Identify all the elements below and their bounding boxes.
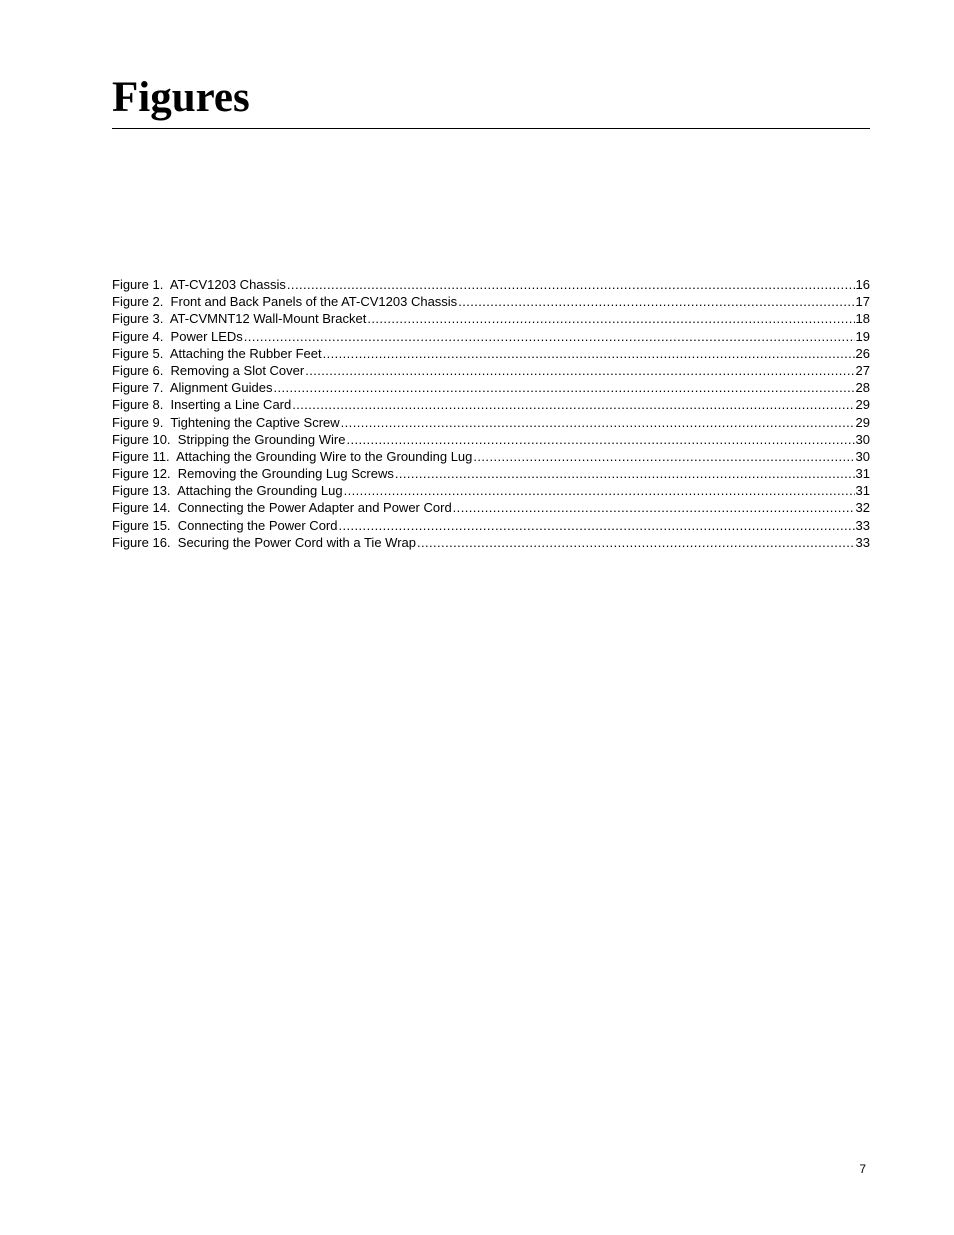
figure-number: Figure 10. (112, 431, 171, 447)
toc-entry-figure-16[interactable] (112, 534, 870, 551)
toc-entry-figure-3[interactable] (112, 310, 870, 327)
figure-title: Connecting the Power Adapter and Power Cord (177, 500, 452, 516)
toc-entry-label (112, 465, 394, 482)
toc-entry-figure-1[interactable] (112, 276, 870, 293)
figure-page-number: 26 (855, 345, 870, 361)
figure-number: Figure 4. (112, 328, 164, 344)
dot-leader (305, 362, 854, 379)
dot-leader (338, 517, 854, 534)
figure-title: Attaching the Rubber Feet (169, 345, 322, 361)
toc-entry-figure-15[interactable] (112, 517, 870, 534)
figure-number: Figure 6. (112, 362, 164, 378)
dot-leader (458, 293, 854, 310)
figure-page-number: 31 (855, 483, 870, 499)
toc-entry-figure-13[interactable] (112, 482, 870, 499)
figure-number: Figure 15. (112, 517, 171, 533)
toc-entry-figure-14[interactable] (112, 499, 870, 516)
toc-entry-label (112, 328, 243, 345)
toc-entry-figure-11[interactable] (112, 448, 870, 465)
figure-number: Figure 3. (112, 311, 164, 327)
list-of-figures (112, 276, 870, 551)
toc-entry-label (112, 499, 452, 516)
dot-leader (244, 328, 855, 345)
toc-entry-figure-10[interactable] (112, 431, 870, 448)
figure-page-number: 33 (855, 517, 870, 533)
page-title: Figures (112, 74, 250, 121)
dot-leader (473, 448, 854, 465)
figure-title: Securing the Power Cord with a Tie Wrap (177, 534, 416, 550)
toc-entry-label (112, 310, 366, 327)
toc-entry-label (112, 276, 286, 293)
toc-entry-figure-6[interactable] (112, 362, 870, 379)
toc-entry-label (112, 534, 416, 551)
toc-entry-label (112, 345, 322, 362)
figure-number: Figure 5. (112, 345, 164, 361)
figure-title: Removing a Slot Cover (170, 362, 305, 378)
dot-leader (344, 482, 855, 499)
toc-entry-label (112, 431, 345, 448)
toc-entry-label (112, 396, 291, 413)
figure-page-number: 29 (855, 397, 870, 413)
figure-page-number: 29 (855, 414, 870, 430)
toc-entry-figure-2[interactable] (112, 293, 870, 310)
figure-number: Figure 14. (112, 500, 171, 516)
toc-entry-figure-9[interactable] (112, 414, 870, 431)
figure-title: Tightening the Captive Screw (170, 414, 340, 430)
figure-title: Connecting the Power Cord (177, 517, 338, 533)
toc-entry-label (112, 482, 343, 499)
dot-leader (367, 310, 854, 327)
figure-number: Figure 9. (112, 414, 164, 430)
figure-number: Figure 2. (112, 294, 164, 310)
figure-title: Alignment Guides (169, 380, 273, 396)
dot-leader (453, 499, 855, 516)
dot-leader (292, 396, 854, 413)
title-rule (112, 128, 870, 129)
figure-number: Figure 12. (112, 466, 171, 482)
toc-entry-figure-12[interactable] (112, 465, 870, 482)
figure-title: Front and Back Panels of the AT-CV1203 Chassis (170, 294, 458, 310)
toc-entry-label (112, 362, 304, 379)
dot-leader (287, 276, 855, 293)
toc-entry-figure-5[interactable] (112, 345, 870, 362)
figure-title: Stripping the Grounding Wire (177, 431, 346, 447)
dot-leader (323, 345, 855, 362)
figure-page-number: 33 (855, 534, 870, 550)
dot-leader (341, 414, 855, 431)
toc-entry-figure-7[interactable] (112, 379, 870, 396)
figure-title: Inserting a Line Card (170, 397, 292, 413)
figure-title: Attaching the Grounding Wire to the Grounding Lug (176, 448, 473, 464)
dot-leader (417, 534, 855, 551)
dot-leader (273, 379, 854, 396)
toc-entry-label (112, 379, 272, 396)
figure-number: Figure 16. (112, 534, 171, 550)
figure-title: Power LEDs (170, 328, 243, 344)
figure-page-number: 30 (855, 448, 870, 464)
toc-entry-label (112, 293, 457, 310)
figure-page-number: 17 (855, 294, 870, 310)
dot-leader (395, 465, 855, 482)
dot-leader (346, 431, 854, 448)
figure-page-number: 31 (855, 466, 870, 482)
figure-number: Figure 11. (112, 448, 170, 464)
toc-entry-figure-8[interactable] (112, 396, 870, 413)
figure-number: Figure 1. (112, 277, 164, 292)
figure-number: Figure 13. (112, 483, 171, 499)
figure-page-number: 32 (855, 500, 870, 516)
toc-entry-label (112, 414, 340, 431)
figure-page-number: 16 (855, 277, 870, 292)
figure-number: Figure 8. (112, 397, 164, 413)
figure-page-number: 28 (855, 380, 870, 396)
figure-page-number: 27 (855, 362, 870, 378)
figure-title: AT-CV1203 Chassis (169, 277, 286, 292)
figure-title: AT-CVMNT12 Wall-Mount Bracket (169, 311, 367, 327)
toc-entry-figure-4[interactable] (112, 328, 870, 345)
figure-number: Figure 7. (112, 380, 164, 396)
page-number: 7 (859, 1162, 866, 1176)
toc-entry-label (112, 517, 337, 534)
figure-title: Attaching the Grounding Lug (177, 483, 343, 499)
figure-page-number: 19 (855, 328, 870, 344)
figure-page-number: 18 (855, 311, 870, 327)
toc-entry-label (112, 448, 472, 465)
figure-page-number: 30 (855, 431, 870, 447)
figure-title: Removing the Grounding Lug Screws (177, 466, 394, 482)
